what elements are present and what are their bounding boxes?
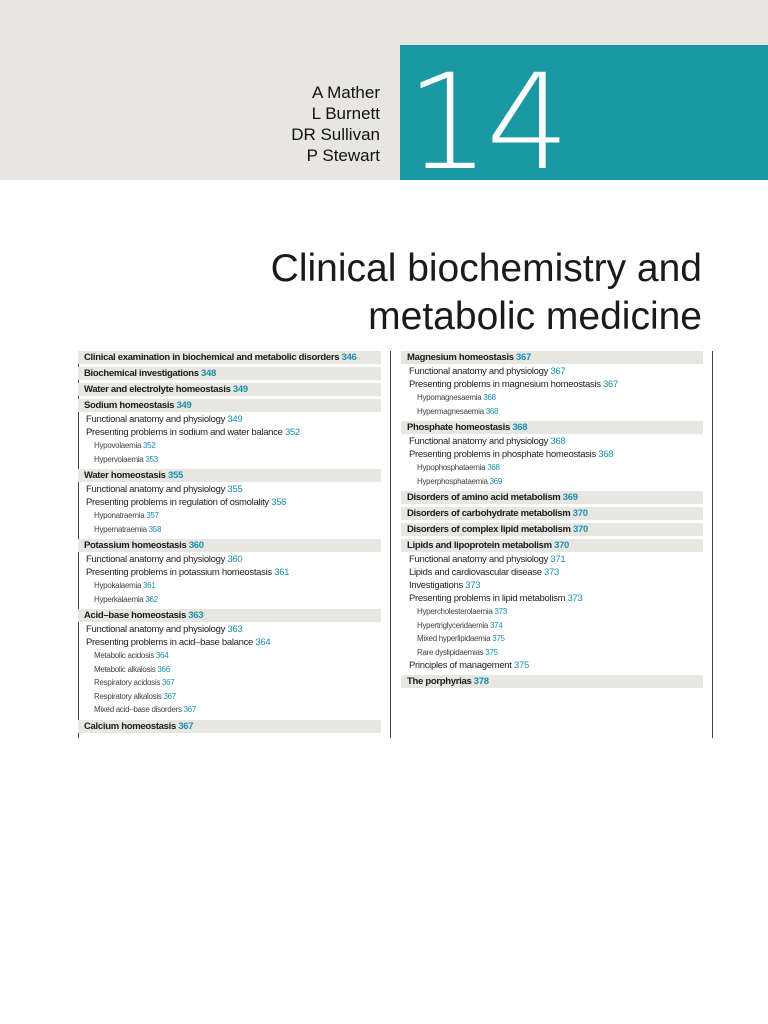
toc-subsection[interactable] (401, 659, 703, 672)
toc-section-heading[interactable] (401, 491, 703, 504)
toc-entry-title: Acid–base homeostasis (84, 610, 186, 621)
toc-page-number: 360 (227, 554, 243, 565)
toc-entry-title: Lipids and cardiovascular disease (409, 567, 542, 578)
toc-subsection[interactable] (78, 496, 381, 509)
chapter-title (271, 245, 702, 341)
toc-section-heading[interactable] (401, 351, 703, 364)
toc-entry-title: Functional anatomy and physiology (409, 554, 549, 565)
toc-page-number: 364 (155, 651, 169, 660)
toc-page-number: 373 (494, 607, 507, 616)
toc-page-number: 375 (485, 647, 498, 657)
toc-section-heading[interactable] (78, 383, 381, 396)
toc-page-number: 368 (598, 449, 614, 460)
toc-page-number: 364 (255, 637, 271, 648)
chapter-title-line: Clinical biochemistry and (270, 247, 702, 291)
toc-page-number: 368 (485, 406, 499, 416)
toc-page-number: 367 (516, 352, 531, 363)
toc-section-heading[interactable] (401, 507, 703, 520)
toc-subsubsection[interactable] (78, 593, 381, 607)
toc-entry-title: Presenting problems in acid–base balance (86, 637, 254, 648)
toc-page-number: 368 (483, 393, 496, 402)
toc-page-number: 373 (544, 567, 559, 578)
toc-subsection[interactable] (401, 579, 703, 592)
toc-entry-title: Functional anatomy and physiology (409, 436, 549, 447)
toc-page-number: 366 (157, 664, 170, 674)
toc-subsubsection[interactable] (78, 439, 381, 453)
toc-entry-title: Hypernatraemia (94, 524, 147, 534)
toc-entry-title: Presenting problems in sodium and water balance (86, 427, 283, 438)
toc-page-number: 367 (161, 678, 175, 687)
toc-entry-title: Hyperkalaemia (94, 594, 144, 604)
toc-page-number: 363 (188, 610, 204, 621)
toc-entry-title: Hyponatraemia (94, 511, 145, 520)
toc-section-heading[interactable] (78, 609, 381, 622)
toc-page-number: 375 (492, 634, 505, 643)
toc-section-heading[interactable] (78, 469, 381, 482)
toc-entry-title: Functional anatomy and physiology (86, 414, 226, 425)
toc-subsection[interactable] (401, 566, 703, 579)
toc-subsubsection[interactable] (78, 579, 381, 593)
toc-entry-title: Phosphate homeostasis (407, 422, 510, 433)
toc-page-number: 370 (554, 540, 570, 551)
toc-page-number: 349 (232, 384, 248, 395)
toc-page-number: 352 (284, 427, 300, 438)
toc-entry-title: Biochemical investigations (84, 368, 199, 379)
toc-subsubsection[interactable] (401, 605, 703, 619)
toc-subsection[interactable] (78, 566, 381, 579)
toc-page-number: 369 (489, 476, 503, 486)
toc-subsubsection[interactable] (78, 453, 381, 467)
toc-subsection[interactable] (78, 553, 381, 566)
toc-section-heading[interactable] (401, 523, 703, 536)
toc-entry-title: Water and electrolyte homeostasis (84, 384, 231, 395)
toc-entry-title: Disorders of complex lipid metabolism (407, 524, 571, 535)
toc-entry-title: Hypophosphataemia (417, 463, 486, 472)
toc-entry-title: Calcium homeostasis (84, 720, 176, 732)
toc-page-number: 367 (178, 720, 194, 732)
toc-page-number: 370 (572, 508, 588, 519)
toc-page-number: 373 (465, 580, 481, 591)
toc-entry-title: Presenting problems in regulation of osmolality (86, 497, 269, 508)
toc-page-number: 361 (143, 581, 156, 590)
author-name: L Burnett (311, 104, 380, 123)
toc-page-number: 368 (550, 436, 566, 447)
toc-entry-title: Presenting problems in phosphate homeostasis (409, 449, 596, 460)
toc-section-heading[interactable] (401, 421, 703, 434)
toc-subsection[interactable] (78, 413, 381, 426)
toc-entry-title: Investigations (409, 580, 463, 591)
toc-page-number: 356 (271, 497, 287, 508)
toc-subsubsection[interactable] (78, 663, 381, 677)
chapter-number-box (400, 45, 768, 180)
toc-entry-title: Hypovolaemia (94, 441, 142, 450)
toc-subsubsection[interactable] (78, 703, 381, 717)
toc-subsubsection[interactable] (401, 475, 703, 489)
toc-entry-title: Hypervolaemia (94, 454, 144, 464)
toc-entry-title: Disorders of amino acid metabolism (407, 492, 561, 503)
toc-page-number: 348 (201, 368, 216, 379)
toc-page-number: 369 (562, 492, 578, 503)
toc-page-number: 349 (227, 414, 243, 425)
toc-page-number: 367 (183, 705, 197, 714)
toc-entry-title: Hypercholesterolaemia (417, 607, 493, 616)
toc-page-number: 378 (473, 676, 489, 687)
toc-page-number: 355 (168, 470, 183, 481)
toc-subsubsection[interactable] (401, 632, 703, 646)
toc-entry-title: Respiratory alkalosis (94, 691, 162, 701)
toc-subsubsection[interactable] (78, 690, 381, 704)
chapter-title-line: metabolic medicine (368, 295, 702, 339)
toc-entry-title: Disorders of carbohydrate metabolism (407, 508, 571, 519)
toc-subsection[interactable] (401, 435, 703, 448)
toc-subsection[interactable] (78, 483, 381, 496)
toc-page-number: 361 (274, 567, 290, 578)
toc-page-number: 353 (145, 454, 158, 464)
author-name: A Mather (311, 83, 380, 102)
toc-page-number: 357 (146, 511, 159, 520)
toc-section-heading[interactable] (78, 399, 381, 412)
toc-page-number: 370 (572, 524, 588, 535)
chapter-number: 14 (406, 46, 566, 180)
toc-section-heading[interactable] (401, 539, 703, 552)
toc-entry-title: Lipids and lipoprotein metabolism (407, 540, 552, 551)
toc-entry-title: Sodium homeostasis (84, 400, 175, 411)
toc-entry-title: Water homeostasis (84, 470, 166, 481)
toc-page-number: 367 (603, 379, 618, 390)
toc-page-number: 360 (188, 540, 204, 551)
toc-entry-title: The porphyrias (407, 676, 472, 687)
toc-subsubsection[interactable] (401, 391, 703, 405)
toc-page-number: 371 (550, 554, 566, 565)
toc-entry-title: Functional anatomy and physiology (409, 366, 549, 377)
toc-entry-title: Functional anatomy and physiology (86, 624, 226, 635)
toc-entry-title: Functional anatomy and physiology (86, 484, 226, 495)
toc-entry-title: Functional anatomy and physiology (86, 554, 226, 565)
toc-subsubsection[interactable] (78, 509, 381, 523)
toc-section-heading[interactable] (78, 351, 381, 364)
toc-page-number: 375 (513, 660, 529, 671)
toc-entry-title: Magnesium homeostasis (407, 352, 514, 363)
toc-entry-title: Mixed hyperlipidaemia (417, 634, 491, 643)
toc-subsubsection[interactable] (401, 619, 703, 633)
toc-subsection[interactable] (401, 378, 703, 391)
toc-page-number: 374 (490, 620, 503, 630)
toc-section-heading[interactable] (78, 367, 381, 380)
toc-entry-title: Rare dyslipidaemias (417, 647, 484, 657)
toc-entry-title: Principles of management (409, 660, 512, 671)
toc-subsection[interactable] (401, 448, 703, 461)
toc-subsection[interactable] (401, 553, 703, 566)
toc-page-number: 349 (176, 400, 192, 411)
toc-entry-title: Respiratory acidosis (94, 678, 161, 687)
author-name: DR Sullivan (291, 125, 380, 144)
toc-entry-title: Metabolic alkalosis (94, 664, 156, 674)
toc-entry-title: Presenting problems in potassium homeostasis (86, 567, 272, 578)
toc-entry-title: Presenting problems in lipid metabolism (409, 593, 566, 604)
toc-subsection[interactable] (78, 426, 381, 439)
toc-subsection[interactable] (401, 365, 703, 378)
toc-entry-title: Hypertriglyceridaemia (417, 620, 489, 630)
toc-subsection[interactable] (78, 623, 381, 636)
toc-entry-title: Potassium homeostasis (84, 540, 187, 551)
toc-page-number: 373 (567, 593, 583, 604)
toc-entry-title: Mixed acid–base disorders (94, 705, 182, 714)
toc-entry-title: Hypokalaemia (94, 581, 142, 590)
toc-entry-title: Clinical examination in biochemical and metabolic disorders (84, 352, 340, 363)
toc-subsubsection[interactable] (401, 461, 703, 475)
toc-page-number: 358 (148, 524, 162, 534)
toc-page-number: 363 (227, 624, 243, 635)
toc-entry-title: Metabolic acidosis (94, 651, 154, 660)
toc-subsubsection[interactable] (78, 649, 381, 663)
toc-page-number: 352 (143, 441, 156, 450)
toc-page-number: 368 (512, 422, 528, 433)
toc-subsubsection[interactable] (78, 676, 381, 690)
toc-column-left (78, 351, 381, 734)
toc-entry-title: Presenting problems in magnesium homeostasis (409, 379, 601, 390)
toc-page-number: 355 (227, 484, 243, 495)
toc-subsection[interactable] (78, 636, 381, 649)
toc-page-number: 362 (145, 594, 158, 604)
toc-subsubsection[interactable] (401, 405, 703, 419)
author-list (291, 82, 380, 166)
toc-entry-title: Hypermagnesaemia (417, 406, 484, 416)
toc-page-number: 367 (550, 366, 566, 377)
toc-entry-title: Hypomagnesaemia (417, 393, 482, 402)
toc-page-number: 368 (487, 463, 500, 472)
column-rule-right (712, 351, 713, 738)
toc-page-number: 346 (341, 352, 357, 363)
toc-subsubsection[interactable] (78, 523, 381, 537)
author-name: P Stewart (306, 146, 380, 165)
toc-page-number: 367 (163, 691, 176, 701)
column-rule-middle (390, 351, 391, 738)
toc-subsubsection[interactable] (401, 646, 703, 660)
toc-section-heading[interactable] (78, 720, 381, 733)
toc-subsection[interactable] (401, 592, 703, 605)
toc-section-heading[interactable] (401, 675, 703, 688)
toc-entry-title: Hyperphosphataemia (417, 476, 488, 486)
toc-column-right (401, 351, 703, 689)
toc-section-heading[interactable] (78, 539, 381, 552)
